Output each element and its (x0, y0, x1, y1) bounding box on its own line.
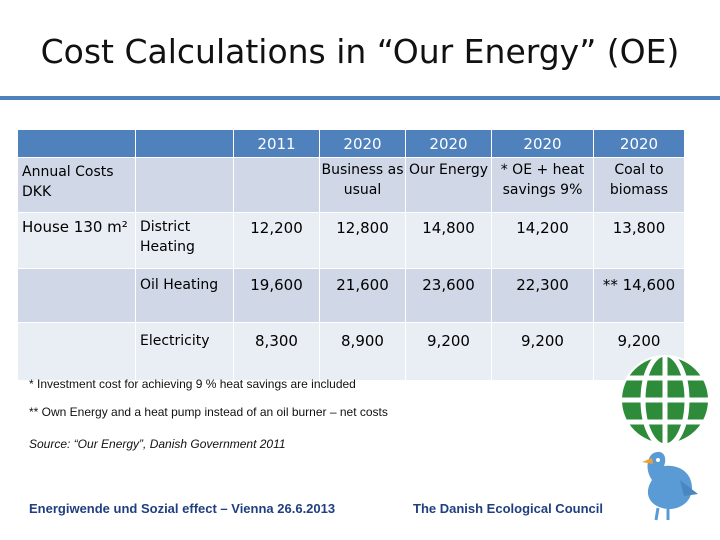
value-cell: 8,900 (320, 323, 406, 381)
value-cell: 9,200 (492, 323, 594, 381)
value-cell: 22,300 (492, 269, 594, 323)
table-row (18, 269, 685, 323)
annual-costs-label: Annual Costs DKK (18, 158, 136, 213)
blank-cell (18, 323, 136, 381)
source-note: Source: “Our Energy”, Danish Government 2011 (29, 437, 286, 451)
value-cell: 9,200 (406, 323, 492, 381)
value-cell: ** 14,600 (594, 269, 685, 323)
year-header: 2020 (492, 130, 594, 158)
year-header: 2020 (320, 130, 406, 158)
scenario-label: Our Energy (406, 158, 492, 213)
footer-organization: The Danish Ecological Council (413, 501, 603, 516)
value-cell: 12,800 (320, 213, 406, 269)
scenario-row (18, 158, 685, 213)
value-cell: 19,600 (234, 269, 320, 323)
value-cell: 9,200 (594, 323, 685, 381)
value-cell: 21,600 (320, 269, 406, 323)
footnote-investment: * Investment cost for achieving 9 % heat savings are included (29, 377, 356, 391)
scenario-label (234, 158, 320, 213)
footnote-heat-pump: ** Own Energy and a heat pump instead of an oil burner – net costs (29, 405, 388, 419)
blank-cell (18, 269, 136, 323)
slide-title: Cost Calculations in “Our Energy” (OE) (40, 32, 680, 71)
heating-type-label: Electricity (136, 323, 234, 381)
value-cell: 23,600 (406, 269, 492, 323)
globe-bird-logo-icon (618, 352, 714, 524)
scenario-label: Business as usual (320, 158, 406, 213)
value-cell: 14,200 (492, 213, 594, 269)
heating-type-label: District Heating (136, 213, 234, 269)
value-cell: 8,300 (234, 323, 320, 381)
year-header: 2020 (406, 130, 492, 158)
blank-cell (136, 158, 234, 213)
value-cell: 12,200 (234, 213, 320, 269)
scenario-label: * OE + heat savings 9% (492, 158, 594, 213)
year-header: 2011 (234, 130, 320, 158)
header-blank (136, 130, 234, 158)
year-header: 2020 (594, 130, 685, 158)
scenario-label: Coal to biomass (594, 158, 685, 213)
cost-table (17, 129, 685, 381)
heating-type-label: Oil Heating (136, 269, 234, 323)
value-cell: 13,800 (594, 213, 685, 269)
year-header-row (18, 130, 685, 158)
value-cell: 14,800 (406, 213, 492, 269)
house-label: House 130 m² (18, 213, 136, 269)
table-row (18, 323, 685, 381)
footer-event: Energiwende und Sozial effect – Vienna 26.6.2013 (29, 501, 336, 516)
table-row (18, 213, 685, 269)
title-divider (0, 96, 720, 100)
header-blank (18, 130, 136, 158)
